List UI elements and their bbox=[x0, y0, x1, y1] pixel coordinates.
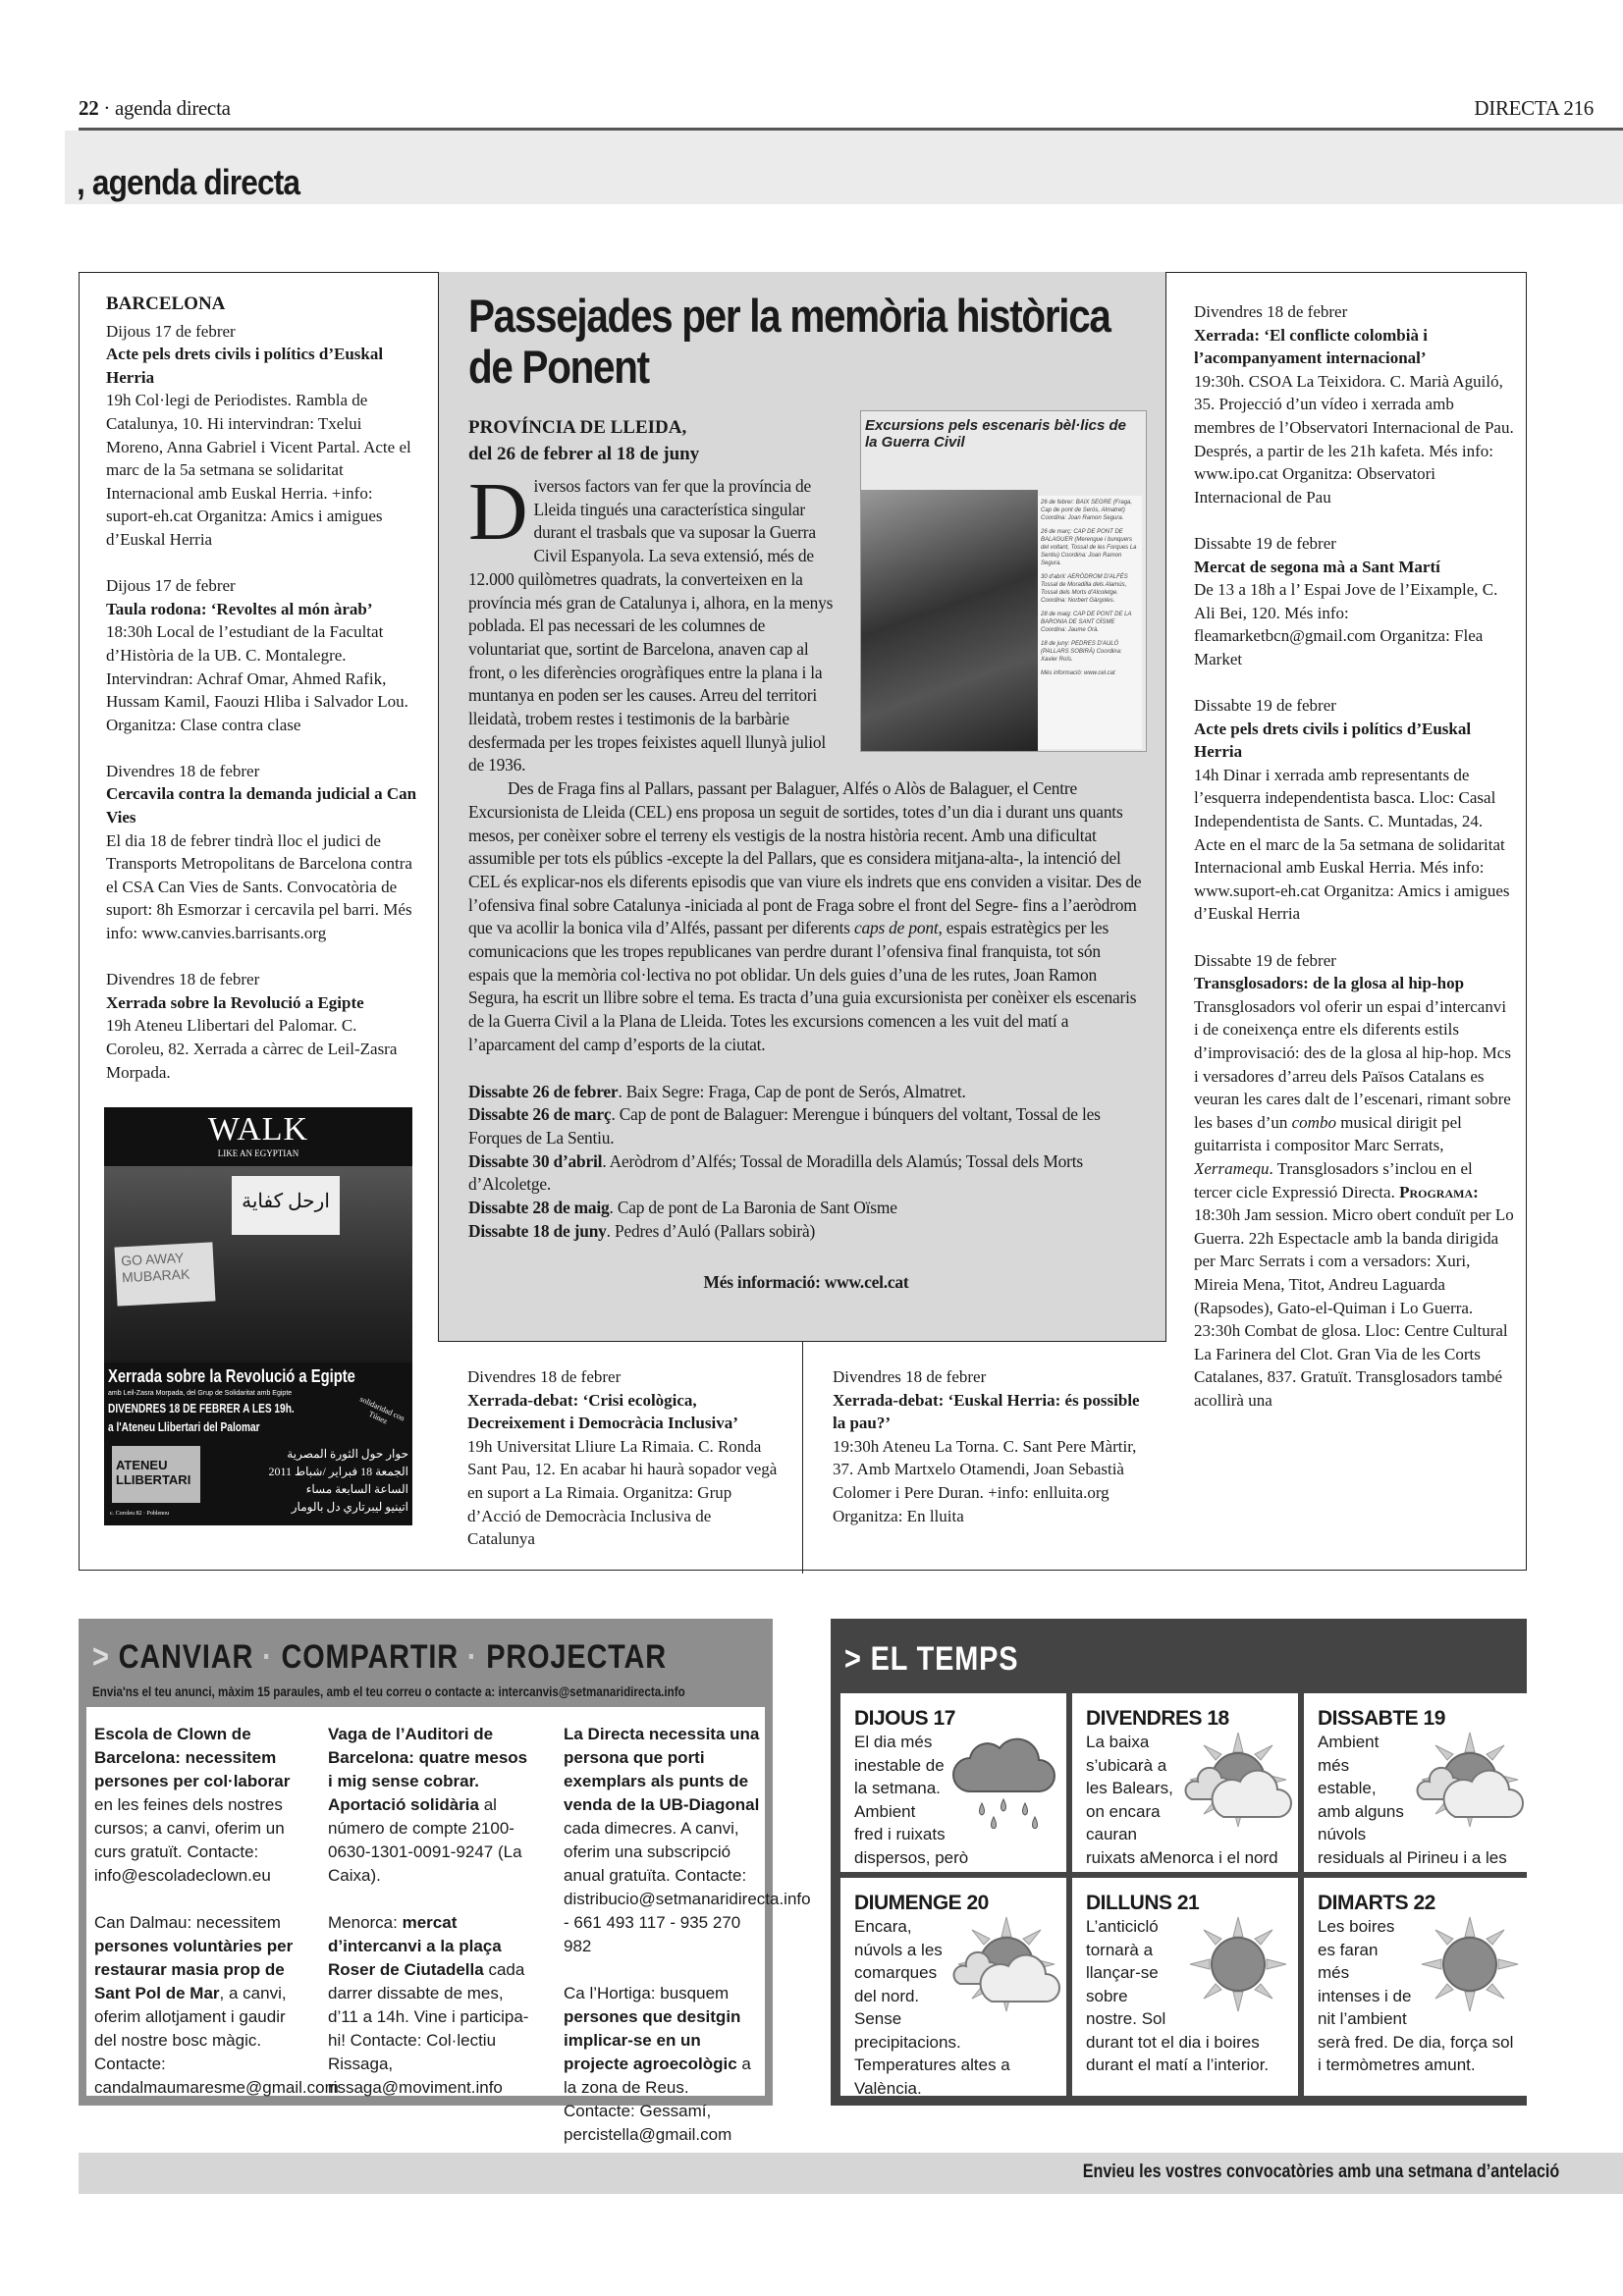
text-segment: Vaga de l’Auditori de Barcelona: quatre mesos i mig sense cobrar. Aportació solidària bbox=[328, 1725, 528, 1814]
text-segment: al número de compte 2100-0630-1301-0091-9247 (La Caixa). bbox=[328, 1795, 522, 1885]
arrow-icon: > bbox=[92, 1638, 110, 1676]
event-entry bbox=[1194, 532, 1514, 671]
protest-sign: ارحل كفاية bbox=[232, 1176, 340, 1235]
event-date: Dijous 17 de febrer bbox=[106, 321, 236, 341]
left-column bbox=[106, 293, 418, 1525]
section-name: agenda directa bbox=[115, 96, 231, 120]
schedule-text: . Pedres d’Auló (Pallars sobirà) bbox=[606, 1220, 816, 1241]
sun-icon bbox=[1184, 1915, 1292, 2013]
text-segment: a la zona de Reus. Contacte: Gessamí, percistella@gmail.com bbox=[564, 2055, 751, 2144]
text-segment: De 13 a 18h a l’ Espai Jove de l’Eixample, C. Ali Bei, 120. Més info: fleamarketbcn@gmail.com Organitza: Flea Market bbox=[1194, 580, 1498, 668]
event-entry bbox=[106, 760, 418, 945]
text-segment: Transglosadors vol oferir un espai d’intercanvi i de coneixença entre els diferents estils d’improvisació: des de la glosa al hip-hop. Mcs i versadores d’arreu dels Països Catalans es veuran les cares dalt de l’escenari, rimant sobre les bases d’un bbox=[1194, 996, 1511, 1132]
arabic-line: الساعة السابعة مساء bbox=[305, 1481, 408, 1496]
separator: · bbox=[466, 1638, 478, 1676]
text-segment: persones voluntàries per restaurar masia prop de Sant Pol de Mar bbox=[94, 1937, 294, 2002]
event-body: 19:30h Ateneu La Torna. C. Sant Pere Màrtir, 37. Amb Martxelo Otamendi, Joan Sebastià Colomer i Pere Duran. +info: enlluita.org Organitza: En lluita bbox=[833, 1436, 1137, 1525]
sun-cloud-icon bbox=[1416, 1731, 1524, 1829]
event-date: Dissabte 19 de febrer bbox=[1194, 696, 1336, 716]
classified-column bbox=[94, 1723, 339, 2123]
poster-when: DIVENDRES 18 DE FEBRER A LES 19h. bbox=[108, 1400, 295, 1415]
weather-day-label: DIVENDRES 18 bbox=[1086, 1707, 1229, 1730]
middle-bottom-events bbox=[438, 1342, 1166, 1574]
flyer-items bbox=[1038, 496, 1142, 749]
feature-title: Passejades per la memòria històrica de Ponent bbox=[468, 290, 1110, 393]
event-date: Dissabte 19 de febrer bbox=[1194, 950, 1336, 970]
feature-dates: del 26 de febrer al 18 de juny bbox=[468, 444, 700, 464]
text-segment: Menorca: bbox=[328, 1913, 403, 1932]
poster-brand: WALK bbox=[207, 1110, 309, 1148]
weather-text: Ambient més estable, amb alguns núvols residuals al Pirineu i a les bbox=[1318, 1733, 1507, 1867]
event-body bbox=[1194, 764, 1514, 926]
arabic-line: اتينيو ليبرتاري دل بالومار bbox=[291, 1499, 408, 1514]
poster-headline: Xerrada sobre la Revolució a Egipte bbox=[108, 1365, 355, 1386]
event-entry bbox=[467, 1365, 783, 1551]
event-date: Divendres 18 de febrer bbox=[106, 970, 260, 989]
poster-with: amb Leil-Zasra Morpada, del Grup de Solidaritat amb Egipte bbox=[108, 1389, 293, 1397]
event-body: El dia 18 de febrer tindrà lloc el judici de Transports Metropolitans de Barcelona contra el CSA Can Vies de Sants. Convocatòria de suport: 8h Esmorzar i cercavila pel barri. Més info: www.canvies.barrisants.org bbox=[106, 830, 412, 943]
excursion-schedule bbox=[468, 1081, 1144, 1244]
event-date: Dijous 17 de febrer bbox=[106, 576, 236, 596]
text-segment: musical dirigit pel guitarrista i compositor Marc Serrats, bbox=[1194, 1112, 1462, 1155]
protest-sign: GO AWAY MUBARAK bbox=[114, 1242, 215, 1306]
event-date: Dissabte 19 de febrer bbox=[1194, 533, 1336, 553]
text-segment: La Directa necessita una persona que porti exemplars als punts de venda de la UB-Diagonal bbox=[564, 1725, 760, 1814]
middle-column bbox=[438, 272, 1166, 1574]
weather-day-label: DILLUNS 21 bbox=[1086, 1892, 1200, 1914]
arabic-line: الجمعة 18 فبراير /شباط 2011 bbox=[268, 1464, 408, 1478]
text-segment: en les feines dels nostres cursos; a canvi, oferim un curs gratuït. Contacte: info@escoladeclown.eu bbox=[94, 1795, 285, 1885]
event-body bbox=[1194, 995, 1514, 1413]
schedule-date: Dissabte 18 de juny bbox=[468, 1220, 607, 1241]
event-title: Acte pels drets civils i polítics d’Euskal Herria bbox=[106, 345, 384, 387]
text-segment: . Transglosadors s’inclou en el tercer cicle Expressió Directa. bbox=[1194, 1158, 1473, 1201]
schedule-text: . Aeròdrom d’Alfés; Tossal de Moradilla dels Alamús; Tossal dels Morts d’Alcoletge. bbox=[468, 1150, 1083, 1195]
sun-cloud-icon bbox=[1184, 1731, 1292, 1829]
intro-text: iversos factors van fer que la província de Lleida tingués una característica singular durant el trasbals que va suposar la Guerra Civil Espanyola. La seva extensió, més de 12.000 quilòmetres quadrats, la converteixen en la província més gran de Catalunya i, alhora, en la menys poblada. El pas necessari de les columnes de voluntariat que, sortint de Barcelona, anaven cap al front, o les diferències orogràfiques entre la plana i la muntanya en poden ser les causes. Arreu del territori lleidatà, trobem restes i testimonis de la barbàrie desfermada per les tropes feixistes aquell llunyà juliol de 1936. bbox=[468, 476, 834, 775]
event-date: Divendres 18 de febrer bbox=[467, 1367, 622, 1386]
weather-box bbox=[831, 1619, 1527, 2106]
weather-title: > EL TEMPS bbox=[844, 1640, 1019, 1678]
event-date: Divendres 18 de febrer bbox=[106, 761, 260, 780]
weather-text: Les boires es faran més intenses i de nit l’ambient serà fred. De dia, força sol i termòmetres amunt. bbox=[1318, 1917, 1514, 2074]
event-body: 19h Ateneu Llibertari del Palomar. C. Coroleu, 82. Xerrada a càrrec de Leil-Zasra Morpada. bbox=[106, 1016, 398, 1082]
rain-cloud-icon bbox=[952, 1731, 1060, 1829]
sun-icon bbox=[1416, 1915, 1524, 2013]
text-segment: Xerramequ bbox=[1194, 1158, 1270, 1178]
weather-day bbox=[1072, 1878, 1298, 2096]
event-title: Acte pels drets civils i polítics d’Euskal Herria bbox=[1194, 719, 1472, 762]
text-segment: Programa: bbox=[1399, 1182, 1479, 1201]
dropcap: D bbox=[468, 466, 528, 558]
feature-place: PROVÍNCIA DE LLEIDA, bbox=[468, 417, 687, 438]
flyer-item: 26 de març: CAP DE PONT DE BALAGUER (Merengue i bunquers del voltant, Tossal de les Forques La Sentiu) Coordina: Joan Ramon Segura. bbox=[1041, 529, 1137, 566]
schedule-date: Dissabte 28 de maig bbox=[468, 1198, 610, 1218]
poster-address: c. Coroleu 82 · Poblenou bbox=[110, 1510, 170, 1517]
weather-day-label: DISSABTE 19 bbox=[1318, 1707, 1445, 1730]
mid-bottom-column bbox=[438, 1342, 802, 1574]
title-part: COMPARTIR bbox=[281, 1638, 459, 1676]
text-segment: 19:30h. CSOA La Teixidora. C. Marià Aguiló, 35. Projecció d’un vídeo i xerrada amb membres de l’Observatori Internacional de Pau. Després, a partir de les 21h kafeta. Més info: www.ipo.cat Organitza: Observatori Internacional de Pau bbox=[1194, 371, 1514, 507]
flyer-item: Més informació: www.cel.cat bbox=[1041, 670, 1115, 676]
title-part: CANVIAR bbox=[118, 1638, 254, 1676]
event-title: Xerrada-debat: ‘Crisi ecològica, Decreixement i Democràcia Inclusiva’ bbox=[467, 1390, 738, 1433]
flyer-item: 28 de maig: CAP DE PONT DE LA BARONIA DE SANT OÏSME Coordina: Jaume Orà. bbox=[1041, 612, 1132, 633]
text-segment: combo bbox=[1291, 1112, 1336, 1132]
text-segment: , a canvi, oferim allotjament i gaudir del nostre bosc màgic. Contacte: candalmaumaresme@gmail.com bbox=[94, 1984, 339, 2097]
schedule-item bbox=[468, 1081, 1144, 1104]
event-entry bbox=[1194, 694, 1514, 926]
event-title: Mercat de segona mà a Sant Martí bbox=[1194, 557, 1440, 576]
text-segment: cada darrer dissabte de mes, d’11 a 14h. Vine i participa-hi! Contacte: Col·lectiu Rissaga, rissaga@moviment.info bbox=[328, 1960, 529, 2097]
weather-day-label: DIMARTS 22 bbox=[1318, 1892, 1435, 1914]
schedule-text: . Cap de pont de Balaguer: Merengue i búnquers del voltant, Tossal de les Forques de La Sentiu. bbox=[468, 1104, 1101, 1148]
poster-brand-sub: LIKE AN EGYPTIAN bbox=[217, 1148, 299, 1158]
weather-text: Encara, núvols a les comarques del nord. Sense precipitacions. Temperatures altes a València. bbox=[854, 1917, 1010, 2096]
arabic-line: حوار حول الثورة المصرية bbox=[287, 1446, 408, 1461]
event-entry bbox=[833, 1365, 1147, 1527]
right-column bbox=[1194, 300, 1514, 1562]
schedule-date: Dissabte 30 d’abril bbox=[468, 1150, 603, 1171]
title-part: PROJECTAR bbox=[486, 1638, 667, 1676]
event-body bbox=[1194, 370, 1514, 509]
event-body bbox=[1194, 578, 1514, 670]
event-poster bbox=[104, 1107, 412, 1525]
sun-cloud-icon bbox=[952, 1915, 1060, 2013]
weather-text: L’anticicló tornarà a llançar-se sobre nostre. Sol durant tot el dia i boires durant el matí a l’interior. bbox=[1086, 1917, 1270, 2074]
text-segment: Ca l’Hortiga: busquem bbox=[564, 1984, 730, 2002]
classifieds-title bbox=[92, 1638, 667, 1677]
event-entry bbox=[1194, 300, 1514, 508]
protest-photo bbox=[104, 1166, 412, 1362]
feature-paragraph bbox=[468, 777, 1144, 1056]
weather-day-label: DIUMENGE 20 bbox=[854, 1892, 989, 1914]
schedule-text: . Cap de pont de La Baronia de Sant Oïsme bbox=[609, 1198, 897, 1218]
text-segment: 14h Dinar i xerrada amb representants de l’esquerra independentista basca. Lloc: Casal Independentista de Sants. C. Muntadas, 24. Acte en el marc de la 5a setmana de solidaritat Internacional amb Euskal Herria. Més info: www.suport-eh.cat Organitza: Amics i amigues d’Euskal Herria bbox=[1194, 765, 1510, 924]
event-entry bbox=[106, 320, 418, 552]
event-entry bbox=[1194, 949, 1514, 1413]
schedule-date: Dissabte 26 de febrer bbox=[468, 1081, 619, 1101]
classified-ad bbox=[94, 1911, 339, 2100]
flyer-item: 18 de juny: PEDRES D'AULÓ (PALLARS SOBIRÀ) Coordina: Xavier Roïs. bbox=[1041, 641, 1122, 663]
classified-ad bbox=[564, 1982, 765, 2147]
ateneu-logo: ATENEU LLIBERTARI bbox=[112, 1446, 200, 1503]
footer-note: Envieu les vostres convocatòries amb una setmana d’antelació bbox=[1082, 2162, 1559, 2182]
classifieds-content bbox=[86, 1707, 811, 2144]
classifieds-subtitle: Envia'ns el teu anunci, màxim 15 paraules, amb el teu correu o contacte a: intercanvis@setmanaridirecta.info bbox=[92, 1683, 685, 1699]
event-body: 19h Col·legi de Periodistes. Rambla de Catalunya, 10. Hi intervindran: Txelui Moreno, Anna Gabriel i Vicent Partal. Acte el marc de la 5a setmana se solidaritat Internacional amb Euskal Herria. +info: suport-eh.cat Organitza: Amics i amigues d’Euskal Herria bbox=[106, 391, 411, 549]
flyer-item: 26 de febrer: BAIX SEGRE (Fraga, Cap de pont de Serós, Almatret) Coordina: Joan Ramon Segura. bbox=[1041, 500, 1133, 521]
schedule-item bbox=[468, 1150, 1144, 1197]
text-segment: 18:30h Jam session. Micro obert conduït per Lo Guerra. 22h Espectacle amb la banda dirigida per Marc Serrats i com a versadors: Xuri, Mireia Mena, Titot, Andreu Laguarda (Rapsodes), Gato-el-Quiman i Lo Guerra. 23:30h Combat de glosa. Lloc: Centre Cultural La Farinera del Clot. Gran Via de les Corts Catalanes, 837. Gratuït. Transglosadors també acollirà una bbox=[1194, 1205, 1514, 1410]
page-number: 22 bbox=[79, 96, 99, 120]
issue-label: DIRECTA 216 bbox=[1474, 96, 1594, 120]
event-entry bbox=[106, 574, 418, 736]
schedule-item bbox=[468, 1220, 1144, 1244]
weather-text: El dia més inestable de la setmana. Ambient fred i ruixats dispersos, però bbox=[854, 1733, 969, 1867]
event-title: Taula rodona: ‘Revoltes al món àrab’ bbox=[106, 599, 373, 618]
feature-panel bbox=[438, 272, 1166, 1342]
flyer-illustration bbox=[861, 490, 1038, 752]
classified-ad bbox=[94, 1723, 296, 1888]
event-title: Xerrada: ‘El conflicte colombià i l’acompanyament internacional’ bbox=[1194, 325, 1428, 368]
event-title: Cercavila contra la demanda judicial a Can Vies bbox=[106, 784, 417, 828]
weather-day bbox=[1304, 1878, 1530, 2096]
page-header-left: 22 · agenda directa bbox=[79, 96, 231, 120]
event-title: Xerrada sobre la Revolució a Egipte bbox=[106, 992, 364, 1012]
city-heading: BARCELONA bbox=[106, 294, 226, 314]
schedule-item bbox=[468, 1103, 1144, 1149]
mid-bottom-column bbox=[802, 1342, 1166, 1574]
event-title: Transglosadors: de la glosa al hip-hop bbox=[1194, 974, 1465, 993]
text-segment: cada dimecres. A canvi, oferim una subscripció anual gratuïta. Contacte: distribucio@setmanaridirecta.info - 661 493 117 - 935 270 982 bbox=[564, 1819, 811, 1955]
separator: · bbox=[262, 1638, 273, 1676]
text-segment: Can Dalmau: necessitem bbox=[94, 1913, 281, 1932]
event-entry bbox=[106, 968, 418, 1084]
schedule-item bbox=[468, 1197, 1144, 1220]
weather-day bbox=[840, 1693, 1066, 1872]
text-segment: mercat d’intercanvi a la plaça Roser de Ciutadella bbox=[328, 1913, 502, 1979]
weather-day bbox=[1072, 1693, 1298, 1872]
poster-where: a l'Ateneu Llibertari del Palomar bbox=[108, 1418, 260, 1434]
event-title: Xerrada-debat: ‘Euskal Herria: és possible la pau?’ bbox=[833, 1390, 1140, 1433]
section-title: , agenda directa bbox=[77, 162, 300, 202]
text-segment: caps de pont bbox=[853, 918, 939, 938]
poster-arabic-text bbox=[216, 1445, 408, 1516]
schedule-text: . Baix Segre: Fraga, Cap de pont de Serós, Almatret. bbox=[618, 1081, 966, 1101]
text-segment: , espais estratègics per les comunicacions que les tropes republicanes van perdre durant l’ofensiva final franquista, tot són espais que la memòria col·lectiva no pot oblidar. Un dels guies d’una de les rutes, Joan Ramon Segura, ha escrit un llibre sobre el tema. Es tracta d’una guia excursionista per conèixer els escenaris de la Guerra Civil a la Plana de Lleida. Totes les excursions comencen a les vuit del matí a l’aparcament del camp d’esports de la ciutat. bbox=[468, 918, 1137, 1054]
text-segment: persones que desitgin implicar-se en un projecte agroecològic bbox=[564, 2007, 741, 2073]
more-info-link[interactable]: Més informació: www.cel.cat bbox=[703, 1271, 909, 1292]
event-body: 19h Universitat Lliure La Rimaia. C. Ronda Sant Pau, 12. En acabar hi haurà sopador vegà en suport a La Rimaia. Organitza: Grup d’Acció de Democràcia Inclusiva de Catalunya bbox=[467, 1436, 778, 1549]
footer-bar bbox=[79, 2153, 1623, 2194]
weather-day-label: DIJOUS 17 bbox=[854, 1707, 955, 1730]
event-body: 18:30h Local de l’estudiant de la Facultat d’Història de la UB. C. Montalegre. Intervindran: Achraf Omar, Ahmed Rafik, Hussam Kamil, Faouzi Hliba i Salvador Lou. Organitza: Clase contra clase bbox=[106, 622, 408, 734]
schedule-date: Dissabte 26 de març bbox=[468, 1104, 612, 1125]
classified-column bbox=[328, 1723, 529, 2123]
classified-ad bbox=[328, 1723, 529, 1888]
classifieds-box bbox=[79, 1619, 811, 2144]
classified-column bbox=[564, 1723, 811, 2170]
weather-day bbox=[840, 1878, 1066, 2096]
classified-ad bbox=[564, 1723, 811, 1958]
left-entries bbox=[106, 320, 418, 1085]
classified-ad bbox=[328, 1911, 529, 2100]
event-date: Divendres 18 de febrer bbox=[1194, 302, 1348, 321]
excursions-flyer bbox=[860, 410, 1147, 752]
event-date: Divendres 18 de febrer bbox=[833, 1367, 987, 1386]
text-segment: Escola de Clown de Barcelona: necessitem persones per col·laborar bbox=[94, 1725, 291, 1790]
weather-day bbox=[1304, 1693, 1530, 1872]
weather-text: La baixa s’ubicarà a les Balears, on encara cauran ruixats aMenorca i el nord bbox=[1086, 1733, 1278, 1867]
text-segment: Des de Fraga fins al Pallars, passant per Balaguer, Alfés o Alòs de Balaguer, el Centre Excursionista de Lleida (CEL) ens proposa un seguit de sortides, totes d’un dia i durant uns quants mesos, per conèixer sobre el terreny els vestigis de la nostra història recent. Amb una dificultat assumible per tots els públics -excepte la del Pallars, que es considera mitjana-alta-, la intenció del CEL és explicar-nos els diferents episodis que van viure els indrets que ens conviden a visitar. Des de l’ofensiva final sobre Catalunya -iniciada al pont de Fraga sobre el front del Segre- fins a l’aeròdrom que va acollir la bonica vila d’Alfés, passant per diferents bbox=[468, 778, 1142, 938]
flyer-item: 30 d'abril: AERÒDROM D'ALFÉS Tossal de Moradilla dels Alamús, Tossal dels Morts d'Alcoletge. Coordina: Norbert Gàrgoles. bbox=[1041, 574, 1128, 604]
poster-badge: solidaridad con Túnez bbox=[358, 1394, 406, 1426]
flyer-title: Excursions pels escenaris bèl·lics de la Guerra Civil bbox=[865, 417, 1126, 451]
